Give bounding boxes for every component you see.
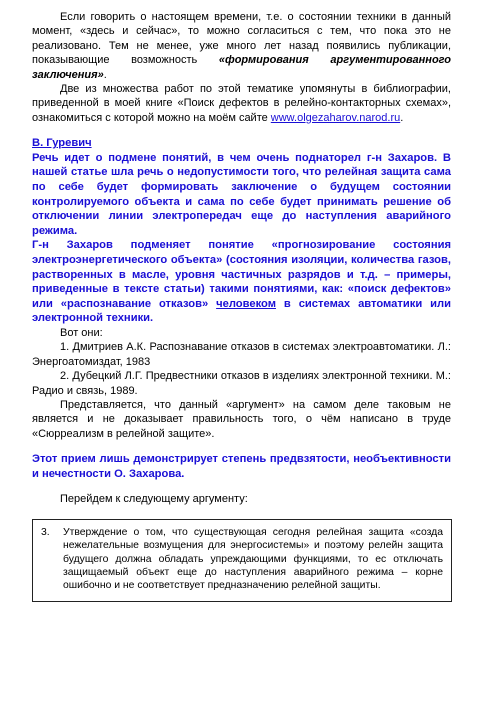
paragraph-argument: Представляется, что данный «аргумент» на самом деле таковым не является и не доказывает правильность того, о чём написано в труде «Сюрреализм в релейной защите».	[32, 399, 451, 440]
argument-number: 3.	[41, 526, 50, 538]
reference-item: 1. Дмитриев А.К. Распознавание отказов в системах электроавтоматики. Л.: Энергоатомиздат, 1983	[32, 341, 451, 368]
next-argument-label: Перейдем к следующему аргументу:	[60, 493, 248, 506]
reference-item: 2. Дубецкий Л.Г. Предвестники отказов в изделиях электронной техники. М.: Радио и связь, 1989.	[32, 370, 451, 397]
reply-paragraph-1: Речь идет о подмене понятий, в чем очень поднаторел г-н Захаров. В нашей статье шла речь о недопустимости того, что релейная защита сама по себе будет формировать заключение о будущем состоянии контролируемого объекта и сама по себе будет принимать решение об отключении линии электропередач еще до наступления аварийного режима.	[32, 151, 451, 237]
paragraph-bibliography: Две из множества работ по этой тематике упомянуты в библиографии, приведенной в моей книге «Поиск дефектов в релейно-контакторных схемах», ознакомиться с которой можно на моём сайте www.olgezaharov.narod.ru.	[32, 83, 451, 124]
website-link[interactable]: www.olgezaharov.narod.ru	[270, 111, 401, 124]
reply-paragraph-2: Г-н Захаров подменяет понятие «прогнозирование состояния электроэнергетического объекта» (состояния изоляции, количества газов, растворенных в масле, уровня частичных разрядов и т.д. – примеры, приведенные в тексте статьи) такими понятиями, как: «поиск дефектов» или «распознавание отказов» человеком в системах автоматики или электронной техники.	[32, 239, 451, 325]
quoted-argument-box	[32, 519, 452, 602]
paragraph-current-state: Если говорить о настоящем времени, т.е. о состоянии техники в данный момент, «здесь и сейчас», то можно согласиться с тем, что пока это не реализовано. Тем не менее, уже много лет назад появились публикации, показывающие возможность «формирования аргументированного заключения».	[32, 11, 451, 81]
reply-block	[32, 136, 451, 326]
reply-author: В. Гуревич	[32, 137, 92, 150]
argument-text: Утверждение о том, что существующая сегодня релейная защита «созда нежелательные возмущения для энергосистемы» и поэтому релейн защита будущего должна обладать упреждающими функциями, то ес отключать защищаемый объект еще до наступления аварийного режима – корне ошибочно и не соответствует предназначению релейной защиты.	[63, 526, 443, 592]
human-link[interactable]: человеком	[216, 297, 276, 310]
conclusion-text: Этот прием лишь демонстрирует степень предвзятости, необъективности и нечестности О. Захарова.	[32, 453, 451, 480]
conclusion-block	[32, 452, 451, 481]
emphasis-quote: «формирования аргументированного заключения»	[32, 54, 451, 81]
references-heading: Вот они:	[60, 326, 103, 339]
